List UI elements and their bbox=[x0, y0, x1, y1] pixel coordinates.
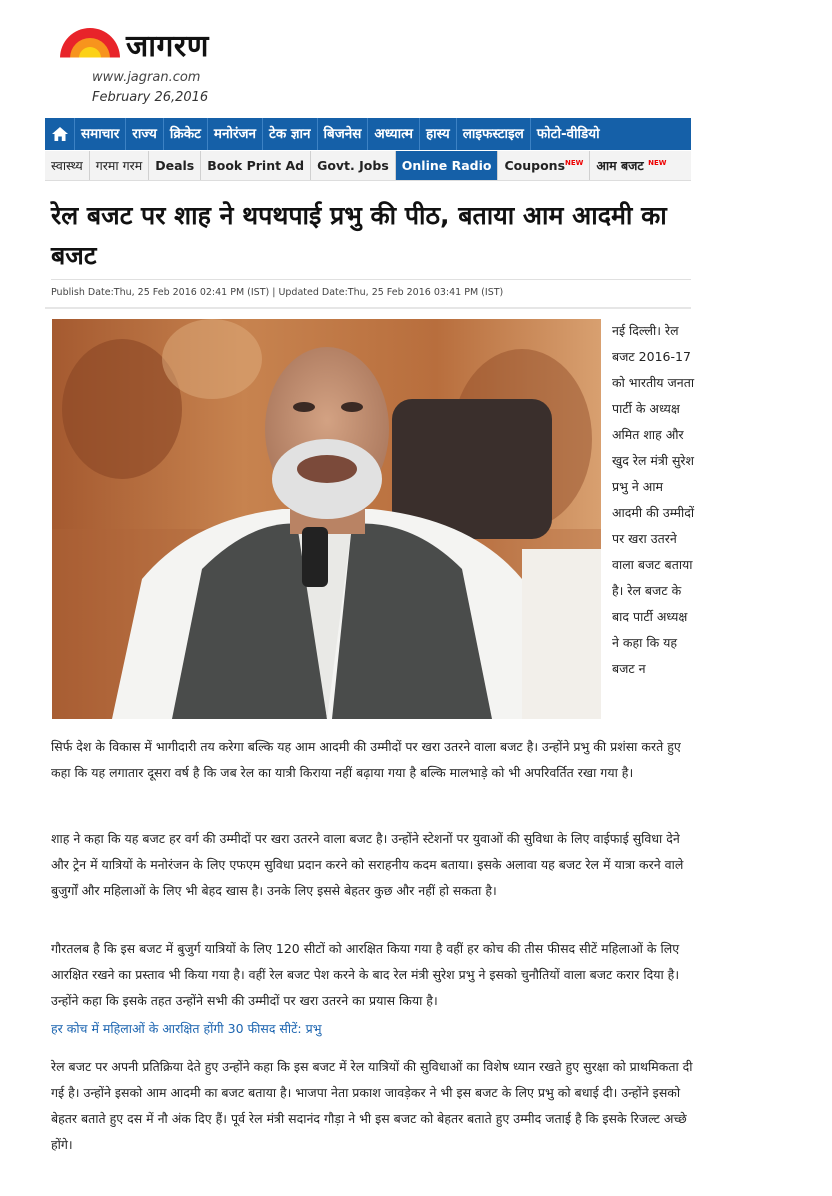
nav-item-hasya[interactable]: हास्य bbox=[420, 118, 457, 150]
publish-date: Publish Date:Thu, 25 Feb 2016 02:41 PM (IST) | Updated Date:Thu, 25 Feb 2016 03:41 PM (IST) bbox=[51, 287, 504, 298]
subnav-item-deals[interactable] bbox=[149, 151, 201, 181]
nav-item-business[interactable]: बिजनेस bbox=[318, 118, 369, 150]
subnav-item-book-print-ad[interactable] bbox=[201, 151, 311, 181]
nav-item-samachar[interactable]: समाचार bbox=[75, 118, 126, 150]
logo-wordmark[interactable]: जागरण bbox=[126, 29, 209, 64]
subnav-label: गरमा गरम bbox=[95, 157, 143, 173]
subnav-item-govt-jobs[interactable] bbox=[311, 151, 396, 181]
article-paragraph: गौरतलब है कि इस बजट में बुजुर्ग यात्रियों के लिए 120 सीटों को आरक्षित किया गया है वहीं हर कोच की तीस फीसद सीटें महिलाओं के लिए आरक्षित रखने का प्रस्ताव भी किया गया है। वहीं रेल बजट पेश करने के बाद रेल मंत्री सुरेश प्रभु ने इसको चुनौतियों वाला बजट करार दिया है। उन्होंने कहा कि इसके तहत उन्होंने सभी की उम्मीदों पर खरा उतरने का प्रयास किया है। bbox=[51, 941, 680, 1008]
home-icon bbox=[51, 126, 69, 142]
article-paragraph: शाह ने कहा कि यह बजट हर वर्ग की उम्मीदों पर खरा उतरने वाला बजट है। उन्होंने स्टेशनों पर युवाओं की सुविधा के लिए वाईफाई सुविधा देने और ट्रेन में यात्रियों के मनोरंजन के लिए एफएम सुविधा प्रदान करने को सराहनीय कदम बताया। इसके अलावा यह बजट रेल में यात्रा करने वाले बुजुर्गों और महिलाओं के लिए भी बेहद खास है। उनके लिए इससे बेहतर कुछ और नहीं हो सकता है। bbox=[51, 831, 684, 898]
print-date: February 26,2016 bbox=[92, 90, 209, 105]
subnav-item-aam-budget[interactable] bbox=[590, 151, 672, 181]
page-header bbox=[0, 0, 832, 116]
subnav-label: Deals bbox=[155, 157, 195, 173]
new-badge: NEW bbox=[648, 158, 667, 167]
main-nav bbox=[45, 118, 691, 150]
nav-item-manoranjan[interactable]: मनोरंजन bbox=[208, 118, 263, 150]
nav-item-cricket[interactable]: क्रिकेट bbox=[164, 118, 208, 150]
article-headline: रेल बजट पर शाह ने थपथपाई प्रभु की पीठ, बताया आम आदमी का बजट bbox=[51, 201, 667, 270]
subnav-label: Coupons bbox=[504, 157, 566, 173]
subnav-label: Govt. Jobs bbox=[317, 157, 389, 173]
nav-item-lifestyle[interactable]: लाइफस्टाइल bbox=[457, 118, 531, 150]
subnav-label: आम बजट bbox=[596, 157, 644, 173]
article-photo bbox=[52, 319, 601, 719]
lead-paragraph-continued: सिर्फ देश के विकास में भागीदारी तय करेगा बल्कि यह आम आदमी की उम्मीदों पर खरा उतरने वाला बजट है। उन्होंने प्रभु की प्रशंसा करते हुए कहा कि यह लगातार दूसरा वर्ष है कि जब रेल का यात्री किराया नहीं बढ़ाया गया है बल्कि मालभाड़े को भी अपरिवर्तित रखा गया है। bbox=[51, 739, 681, 780]
nav-home[interactable] bbox=[45, 118, 75, 150]
subnav-item-swasthya[interactable] bbox=[45, 151, 90, 181]
subnav-item-online-radio[interactable] bbox=[396, 151, 499, 181]
subnav-item-garma-garam[interactable] bbox=[90, 151, 149, 181]
sub-nav bbox=[45, 151, 691, 181]
divider bbox=[45, 307, 691, 309]
article-subheading-link[interactable]: हर कोच में महिलाओं के आरक्षित होंगी 30 फीसद सीटें: प्रभु bbox=[51, 1021, 322, 1036]
nav-item-adhyatm[interactable]: अध्यात्म bbox=[368, 118, 420, 150]
divider bbox=[51, 279, 691, 280]
article-photo-image bbox=[52, 319, 601, 719]
nav-item-tech-gyan[interactable]: टेक ज्ञान bbox=[263, 118, 318, 150]
site-url: www.jagran.com bbox=[92, 70, 201, 85]
nav-item-rajya[interactable]: राज्य bbox=[126, 118, 164, 150]
new-badge: NEW bbox=[565, 158, 584, 167]
article-paragraph: रेल बजट पर अपनी प्रतिक्रिया देते हुए उन्होंने कहा कि इस बजट में रेल यात्रियों की सुविधाओं का विशेष ध्यान रखते हुए सुरक्षा को प्राथमिकता दी गई है। उन्होंने इसको आम आदमी का बजट बताया है। भाजपा नेता प्रकाश जावड़ेकर ने भी इस बजट के लिए प्रभु को बधाई दी। उन्होंने इसको बेहतर बताते हुए दस में नौ अंक दिए हैं। पूर्व रेल मंत्री सदानंद गौड़ा ने भी इस बजट को बेहतर बताते हुए उम्मीद जताई है कि इसके रिजल्ट अच्छे होंगे। bbox=[51, 1059, 693, 1152]
subnav-item-coupons[interactable] bbox=[498, 151, 590, 181]
subnav-label: Book Print Ad bbox=[207, 157, 305, 173]
subnav-label: स्वास्थ्य bbox=[51, 157, 83, 173]
lead-paragraph-side: नई दिल्ली। रेल बजट 2016-17 को भारतीय जनता पार्टी के अध्यक्ष अमित शाह और खुद रेल मंत्री सुरेश प्रभु ने आम आदमी की उम्मीदों पर खरा उतरने वाला बजट बताया है। रेल बजट के बाद पार्टी अध्यक्ष ने कहा कि यह बजट न bbox=[612, 323, 695, 676]
subnav-label: Online Radio bbox=[401, 157, 492, 173]
nav-item-photo-video[interactable]: फोटो-वीडियो bbox=[536, 126, 600, 142]
